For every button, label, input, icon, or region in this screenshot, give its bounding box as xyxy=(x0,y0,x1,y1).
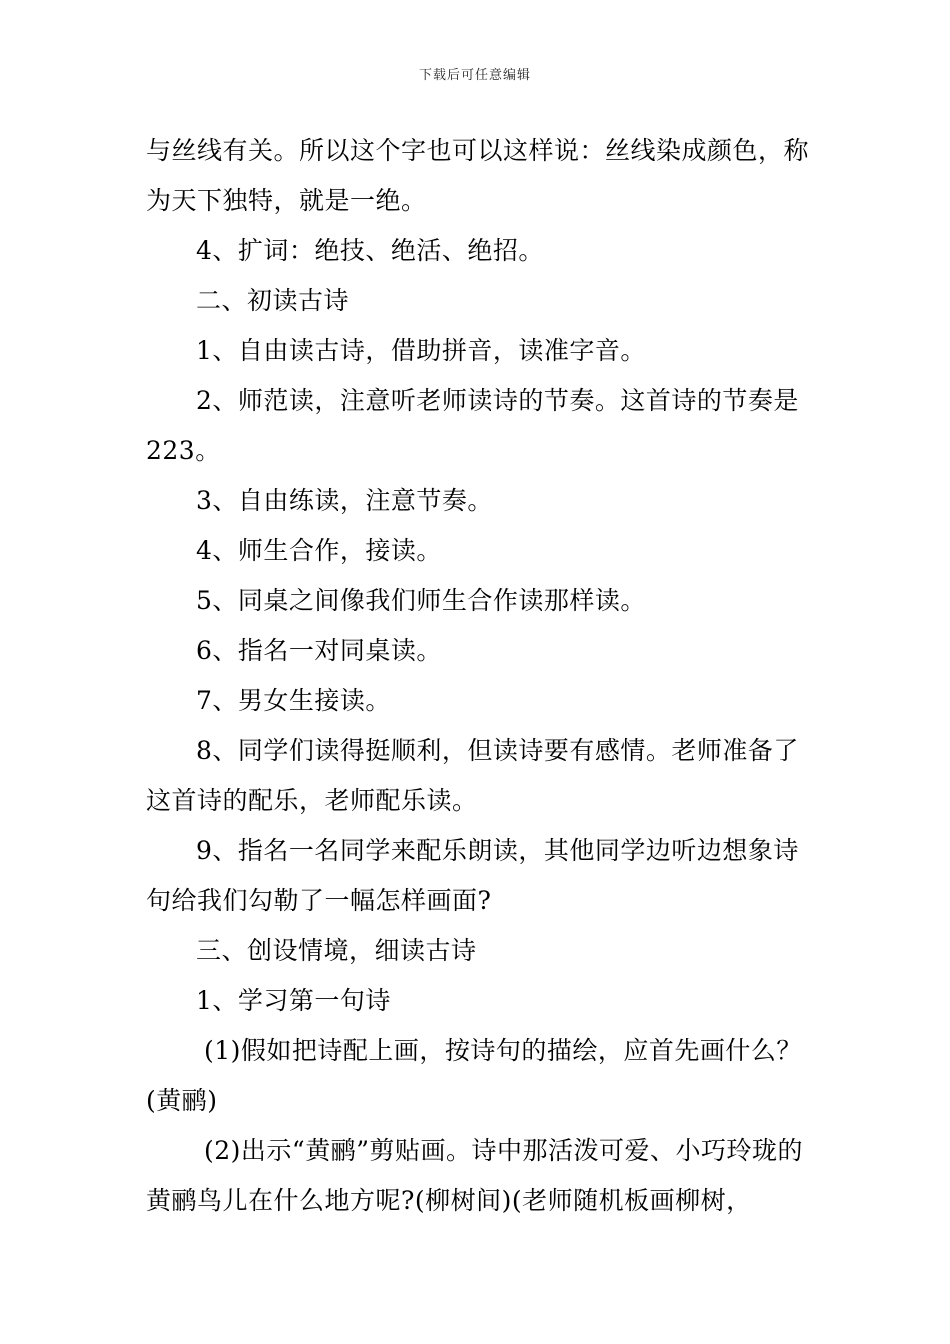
paragraph: 4、师生合作，接读。 xyxy=(196,536,442,565)
page-header: 下载后可任意编辑 xyxy=(418,68,531,83)
paragraph: 2、师范读，注意听老师读诗的节奏。这首诗的节奏是223。 xyxy=(146,386,799,465)
paragraph: 4、扩词：绝技、绝活、绝招。 xyxy=(196,236,544,265)
paragraph: (1)假如把诗配上画，按诗句的描绘，应首先画什么？(黄鹂) xyxy=(146,1036,802,1115)
paragraph: 9、指名一名同学来配乐朗读，其他同学边听边想象诗句给我们勾勒了一幅怎样画面? xyxy=(146,836,799,915)
paragraph: 3、自由练读，注意节奏。 xyxy=(196,486,493,515)
paragraph: 7、男女生接读。 xyxy=(196,686,391,715)
paragraph: 1、自由读古诗，借助拼音，读准字音。 xyxy=(196,336,646,365)
document-body xyxy=(146,126,810,1226)
paragraph: 5、同桌之间像我们师生合作读那样读。 xyxy=(196,586,646,615)
paragraph: 8、同学们读得挺顺利，但读诗要有感情。老师准备了这首诗的配乐，老师配乐读。 xyxy=(146,736,799,815)
paragraph: 1、学习第一句诗 xyxy=(196,986,391,1015)
paragraph: 6、指名一对同桌读。 xyxy=(196,636,442,665)
paragraph: (2)出示“黄鹂”剪贴画。诗中那活泼可爱、小巧玲珑的黄鹂鸟儿在什么地方呢?(柳树间)(老师随机板画柳树， xyxy=(146,1136,803,1215)
section-heading: 三、创设情境，细读古诗 xyxy=(196,936,477,965)
paragraph: 与丝线有关。所以这个字也可以这样说：丝线染成颜色，称为天下独特，就是一绝。 xyxy=(146,136,810,215)
section-heading: 二、初读古诗 xyxy=(196,286,350,315)
